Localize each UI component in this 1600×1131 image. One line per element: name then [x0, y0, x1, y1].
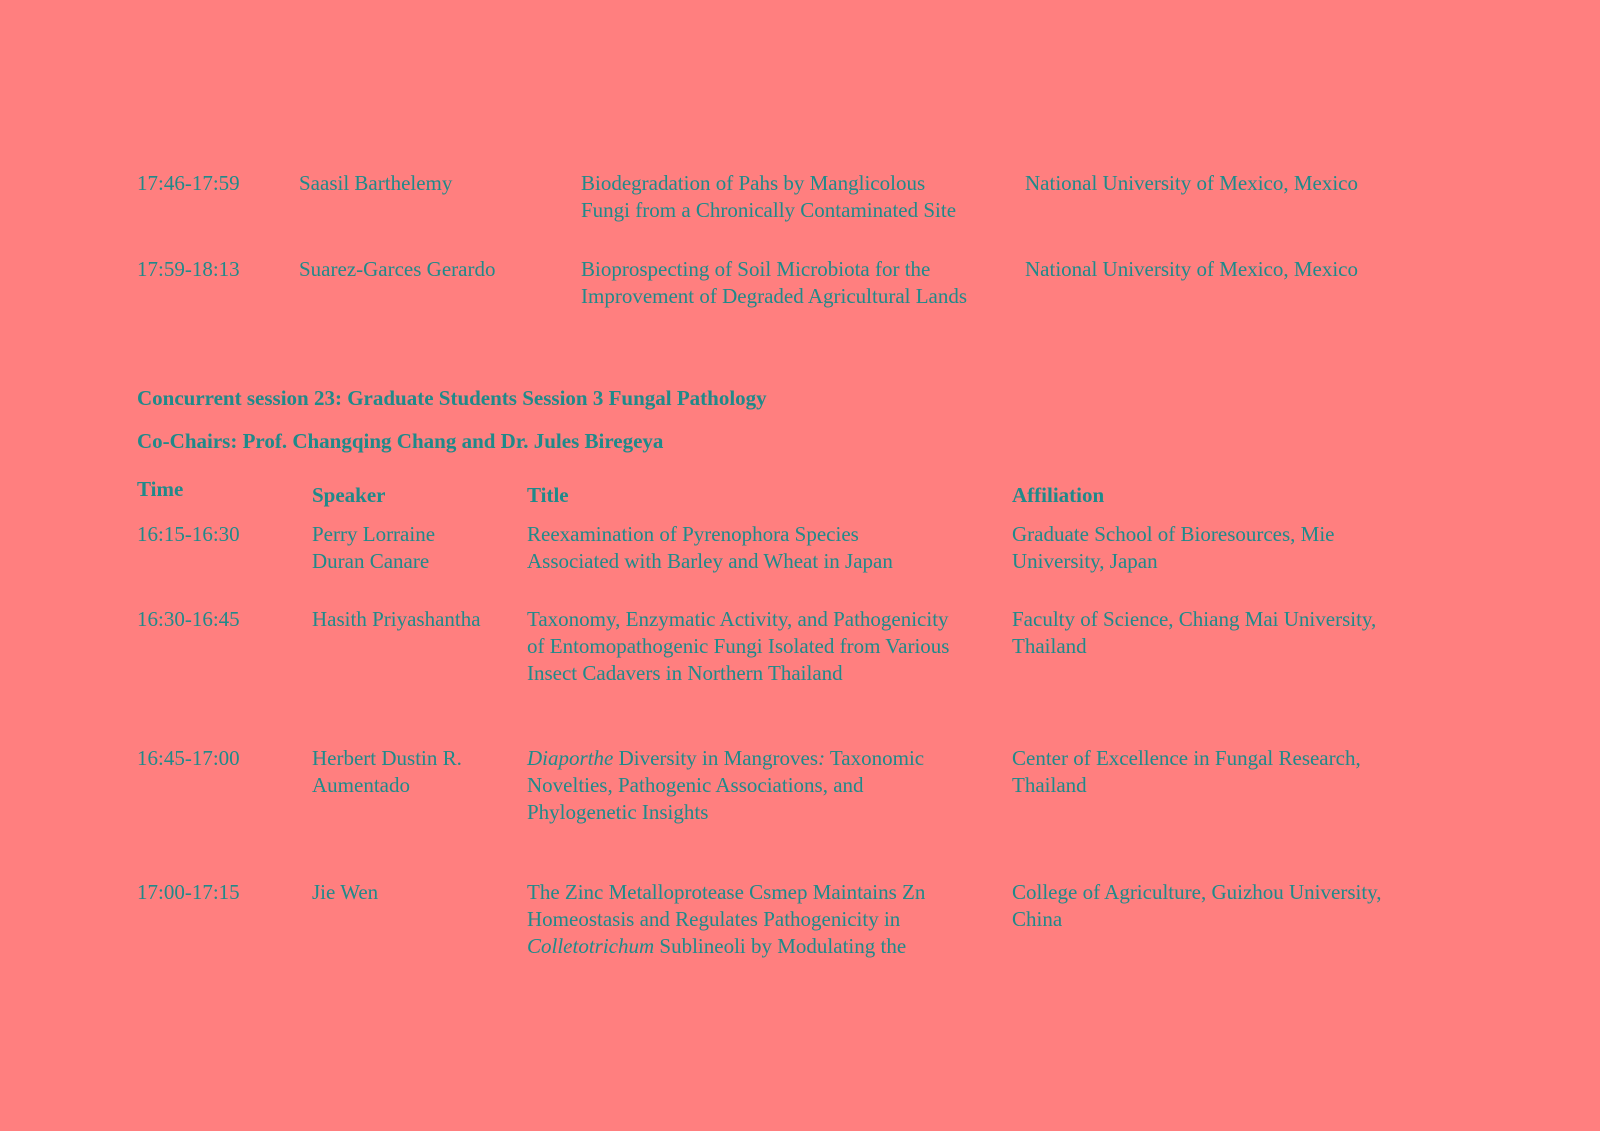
affiliation-cell — [1012, 606, 1376, 660]
title-text: Diversity in Mangroves — [613, 746, 819, 770]
title-cell — [527, 521, 893, 575]
speaker-line: Hasith Priyashantha — [312, 607, 481, 631]
speaker-cell — [312, 606, 481, 633]
time-cell: 16:30-16:45 — [137, 607, 240, 631]
title-text: Sublineoli by Modulating the — [654, 934, 907, 958]
title-line: Phylogenetic Insights — [527, 800, 709, 824]
speaker-line: Herbert Dustin R. — [312, 746, 462, 770]
header-speaker: Speaker — [312, 483, 386, 507]
speaker-line: Perry Lorraine — [312, 522, 436, 546]
title-line: Homeostasis and Regulates Pathogenicity in — [527, 907, 901, 931]
title-line: Biodegradation of Pahs by Manglicolous — [581, 171, 926, 195]
title-text: Taxonomic — [825, 746, 925, 770]
session-title: Concurrent session 23: Graduate Students Session 3 Fungal Pathology — [137, 386, 767, 410]
affiliation-cell — [1012, 879, 1382, 933]
header-title: Title — [527, 483, 569, 507]
title-line: Reexamination of Pyrenophora Species — [527, 522, 859, 546]
title-line — [527, 745, 924, 772]
affiliation-line: Center of Excellence in Fungal Research, — [1012, 746, 1361, 770]
time-cell: 16:45-17:00 — [137, 746, 240, 770]
speaker-cell — [312, 521, 435, 575]
speaker-line: Aumentado — [312, 773, 410, 797]
affiliation-line: College of Agriculture, Guizhou University, — [1012, 880, 1382, 904]
title-line: Improvement of Degraded Agricultural Lands — [581, 284, 968, 308]
affiliation-cell: National University of Mexico, Mexico — [1025, 171, 1359, 195]
affiliation-line: Thailand — [1012, 634, 1087, 658]
title-line: Taxonomy, Enzymatic Activity, and Pathogenicity — [527, 607, 949, 631]
title-colon: : — [818, 746, 826, 770]
time-cell: 16:15-16:30 — [137, 522, 240, 546]
affiliation-cell — [1012, 521, 1335, 575]
title-line: of Entomopathogenic Fungi Isolated from Various — [527, 634, 950, 658]
title-cell — [527, 745, 924, 826]
header-affiliation: Affiliation — [1012, 483, 1105, 507]
title-cell — [527, 879, 925, 960]
header-time: Time — [137, 477, 184, 501]
speaker-cell — [312, 879, 378, 906]
speaker-cell: Suarez-Garces Gerardo — [299, 257, 496, 281]
speaker-line: Jie Wen — [312, 880, 379, 904]
affiliation-line: China — [1012, 907, 1063, 931]
time-cell: 17:46-17:59 — [137, 171, 240, 195]
speaker-cell — [312, 745, 462, 799]
session-chairs: Co-Chairs: Prof. Changqing Chang and Dr. Jules Biregeya — [137, 429, 664, 453]
affiliation-cell: National University of Mexico, Mexico — [1025, 257, 1359, 281]
title-cell — [581, 170, 956, 224]
speaker-line: Duran Canare — [312, 549, 430, 573]
affiliation-line: Thailand — [1012, 773, 1087, 797]
affiliation-line: Faculty of Science, Chiang Mai University, — [1012, 607, 1377, 631]
speaker-cell: Saasil Barthelemy — [299, 171, 453, 195]
title-line — [527, 933, 925, 960]
title-cell — [527, 606, 949, 687]
time-cell: 17:00-17:15 — [137, 880, 240, 904]
title-line: Bioprospecting of Soil Microbiota for the — [581, 257, 931, 281]
title-line: Novelties, Pathogenic Associations, and — [527, 773, 864, 797]
time-cell: 17:59-18:13 — [137, 257, 240, 281]
affiliation-cell — [1012, 745, 1361, 799]
title-italic-genus: Colletotrichum — [527, 934, 655, 958]
title-line: Associated with Barley and Wheat in Japan — [527, 549, 893, 573]
title-line: The Zinc Metalloprotease Csmep Maintains Zn — [527, 880, 926, 904]
affiliation-line: University, Japan — [1012, 549, 1158, 573]
title-italic-genus: Diaporthe — [527, 746, 614, 770]
title-line: Fungi from a Chronically Contaminated Site — [581, 198, 957, 222]
affiliation-line: Graduate School of Bioresources, Mie — [1012, 522, 1335, 546]
title-cell — [581, 256, 967, 310]
title-line: Insect Cadavers in Northern Thailand — [527, 661, 843, 685]
